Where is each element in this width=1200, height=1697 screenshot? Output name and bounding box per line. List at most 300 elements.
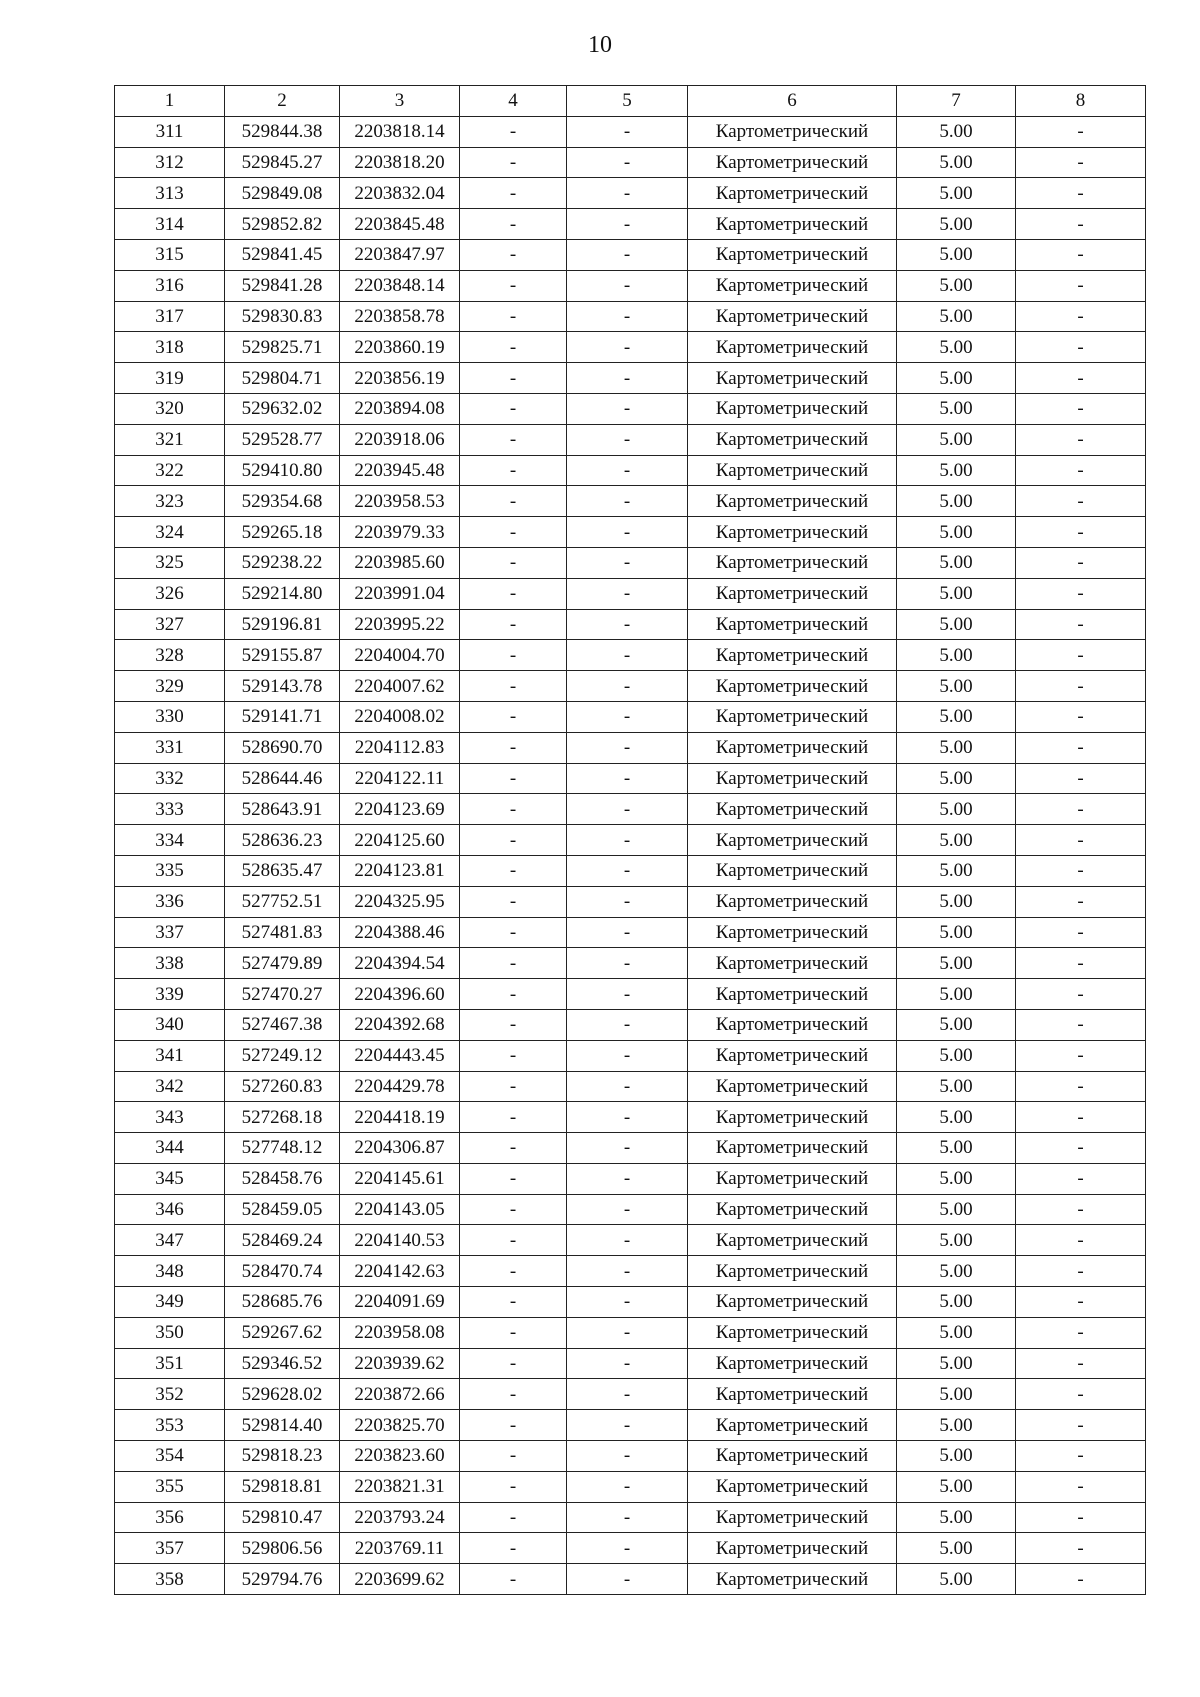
column-8-cell: -	[1016, 1256, 1146, 1287]
column-4-cell: -	[460, 1471, 567, 1502]
table-row	[115, 178, 1146, 209]
column-5-cell: -	[567, 825, 688, 856]
point-number-cell: 355	[115, 1471, 225, 1502]
table-row	[115, 209, 1146, 240]
accuracy-cell: 5.00	[897, 1225, 1016, 1256]
method-cell: Картометрический	[688, 701, 897, 732]
table-row	[115, 239, 1146, 270]
column-5-cell: -	[567, 763, 688, 794]
y-coordinate-cell: 2204143.05	[340, 1194, 460, 1225]
point-number-cell: 324	[115, 517, 225, 548]
y-coordinate-cell: 2204008.02	[340, 701, 460, 732]
column-4-cell: -	[460, 671, 567, 702]
method-cell: Картометрический	[688, 517, 897, 548]
accuracy-cell: 5.00	[897, 794, 1016, 825]
column-8-cell: -	[1016, 1348, 1146, 1379]
point-number-cell: 349	[115, 1287, 225, 1318]
x-coordinate-cell: 529238.22	[225, 547, 340, 578]
method-cell: Картометрический	[688, 1533, 897, 1564]
y-coordinate-cell: 2204418.19	[340, 1102, 460, 1133]
y-coordinate-cell: 2204091.69	[340, 1287, 460, 1318]
column-8-cell: -	[1016, 301, 1146, 332]
x-coordinate-cell: 528636.23	[225, 825, 340, 856]
column-5-cell: -	[567, 1102, 688, 1133]
point-number-cell: 336	[115, 886, 225, 917]
page-number: 10	[588, 32, 612, 58]
x-coordinate-cell: 529825.71	[225, 332, 340, 363]
accuracy-cell: 5.00	[897, 239, 1016, 270]
column-8-cell: -	[1016, 1441, 1146, 1472]
method-cell: Картометрический	[688, 1441, 897, 1472]
point-number-cell: 337	[115, 917, 225, 948]
column-8-cell: -	[1016, 209, 1146, 240]
y-coordinate-cell: 2204007.62	[340, 671, 460, 702]
method-cell: Картометрический	[688, 578, 897, 609]
accuracy-cell: 5.00	[897, 640, 1016, 671]
column-5-cell: -	[567, 116, 688, 147]
point-number-cell: 358	[115, 1564, 225, 1595]
column-4-cell: -	[460, 578, 567, 609]
column-8-cell: -	[1016, 455, 1146, 486]
column-5-cell: -	[567, 609, 688, 640]
y-coordinate-cell: 2204122.11	[340, 763, 460, 794]
method-cell: Картометрический	[688, 917, 897, 948]
y-coordinate-cell: 2203858.78	[340, 301, 460, 332]
column-4-cell: -	[460, 855, 567, 886]
accuracy-cell: 5.00	[897, 301, 1016, 332]
accuracy-cell: 5.00	[897, 1471, 1016, 1502]
column-8-cell: -	[1016, 948, 1146, 979]
table-row	[115, 1441, 1146, 1472]
column-5-cell: -	[567, 455, 688, 486]
point-number-cell: 331	[115, 732, 225, 763]
column-8-cell: -	[1016, 794, 1146, 825]
x-coordinate-cell: 527249.12	[225, 1040, 340, 1071]
table-row	[115, 1102, 1146, 1133]
table-row	[115, 147, 1146, 178]
accuracy-cell: 5.00	[897, 547, 1016, 578]
accuracy-cell: 5.00	[897, 393, 1016, 424]
point-number-cell: 338	[115, 948, 225, 979]
x-coordinate-cell: 527481.83	[225, 917, 340, 948]
accuracy-cell: 5.00	[897, 1348, 1016, 1379]
column-8-cell: -	[1016, 732, 1146, 763]
column-4-cell: -	[460, 424, 567, 455]
method-cell: Картометрический	[688, 1102, 897, 1133]
point-number-cell: 352	[115, 1379, 225, 1410]
column-5-cell: -	[567, 1410, 688, 1441]
column-4-cell: -	[460, 209, 567, 240]
column-5-cell: -	[567, 886, 688, 917]
y-coordinate-cell: 2204325.95	[340, 886, 460, 917]
point-number-cell: 320	[115, 393, 225, 424]
y-coordinate-cell: 2203985.60	[340, 547, 460, 578]
column-4-cell: -	[460, 363, 567, 394]
column-4-cell: -	[460, 1225, 567, 1256]
x-coordinate-cell: 529852.82	[225, 209, 340, 240]
column-5-cell: -	[567, 1163, 688, 1194]
table-row	[115, 1317, 1146, 1348]
column-4-cell: -	[460, 1348, 567, 1379]
column-4-cell: -	[460, 701, 567, 732]
method-cell: Картометрический	[688, 1471, 897, 1502]
column-5-cell: -	[567, 794, 688, 825]
table-row	[115, 701, 1146, 732]
point-number-cell: 342	[115, 1071, 225, 1102]
point-number-cell: 346	[115, 1194, 225, 1225]
method-cell: Картометрический	[688, 1009, 897, 1040]
column-header: 1	[115, 86, 225, 117]
table-row	[115, 455, 1146, 486]
column-5-cell: -	[567, 701, 688, 732]
method-cell: Картометрический	[688, 1410, 897, 1441]
point-number-cell: 327	[115, 609, 225, 640]
x-coordinate-cell: 529844.38	[225, 116, 340, 147]
column-4-cell: -	[460, 763, 567, 794]
column-4-cell: -	[460, 393, 567, 424]
method-cell: Картометрический	[688, 763, 897, 794]
column-8-cell: -	[1016, 1040, 1146, 1071]
point-number-cell: 339	[115, 979, 225, 1010]
column-4-cell: -	[460, 1009, 567, 1040]
y-coordinate-cell: 2204392.68	[340, 1009, 460, 1040]
accuracy-cell: 5.00	[897, 1133, 1016, 1164]
column-4-cell: -	[460, 979, 567, 1010]
x-coordinate-cell: 528469.24	[225, 1225, 340, 1256]
column-8-cell: -	[1016, 270, 1146, 301]
column-4-cell: -	[460, 948, 567, 979]
column-8-cell: -	[1016, 1163, 1146, 1194]
accuracy-cell: 5.00	[897, 578, 1016, 609]
y-coordinate-cell: 2204004.70	[340, 640, 460, 671]
column-5-cell: -	[567, 1009, 688, 1040]
accuracy-cell: 5.00	[897, 1009, 1016, 1040]
y-coordinate-cell: 2203991.04	[340, 578, 460, 609]
column-5-cell: -	[567, 517, 688, 548]
method-cell: Картометрический	[688, 116, 897, 147]
y-coordinate-cell: 2204388.46	[340, 917, 460, 948]
method-cell: Картометрический	[688, 147, 897, 178]
x-coordinate-cell: 529528.77	[225, 424, 340, 455]
column-5-cell: -	[567, 547, 688, 578]
column-4-cell: -	[460, 332, 567, 363]
table-row	[115, 301, 1146, 332]
x-coordinate-cell: 529628.02	[225, 1379, 340, 1410]
y-coordinate-cell: 2203860.19	[340, 332, 460, 363]
column-5-cell: -	[567, 1071, 688, 1102]
table-row	[115, 1071, 1146, 1102]
method-cell: Картометрический	[688, 178, 897, 209]
column-4-cell: -	[460, 1133, 567, 1164]
table-row	[115, 270, 1146, 301]
method-cell: Картометрический	[688, 270, 897, 301]
column-5-cell: -	[567, 424, 688, 455]
column-5-cell: -	[567, 1379, 688, 1410]
accuracy-cell: 5.00	[897, 1441, 1016, 1472]
accuracy-cell: 5.00	[897, 732, 1016, 763]
accuracy-cell: 5.00	[897, 1317, 1016, 1348]
accuracy-cell: 5.00	[897, 332, 1016, 363]
column-8-cell: -	[1016, 1564, 1146, 1595]
x-coordinate-cell: 529841.28	[225, 270, 340, 301]
column-4-cell: -	[460, 1379, 567, 1410]
column-8-cell: -	[1016, 917, 1146, 948]
method-cell: Картометрический	[688, 794, 897, 825]
point-number-cell: 354	[115, 1441, 225, 1472]
point-number-cell: 322	[115, 455, 225, 486]
point-number-cell: 348	[115, 1256, 225, 1287]
x-coordinate-cell: 529804.71	[225, 363, 340, 394]
column-header: 5	[567, 86, 688, 117]
x-coordinate-cell: 529818.81	[225, 1471, 340, 1502]
method-cell: Картометрический	[688, 1163, 897, 1194]
column-4-cell: -	[460, 270, 567, 301]
accuracy-cell: 5.00	[897, 517, 1016, 548]
accuracy-cell: 5.00	[897, 1163, 1016, 1194]
y-coordinate-cell: 2203823.60	[340, 1441, 460, 1472]
method-cell: Картометрический	[688, 671, 897, 702]
column-5-cell: -	[567, 1348, 688, 1379]
point-number-cell: 311	[115, 116, 225, 147]
accuracy-cell: 5.00	[897, 270, 1016, 301]
y-coordinate-cell: 2204443.45	[340, 1040, 460, 1071]
accuracy-cell: 5.00	[897, 948, 1016, 979]
point-number-cell: 345	[115, 1163, 225, 1194]
column-4-cell: -	[460, 1564, 567, 1595]
accuracy-cell: 5.00	[897, 671, 1016, 702]
accuracy-cell: 5.00	[897, 1256, 1016, 1287]
column-5-cell: -	[567, 178, 688, 209]
x-coordinate-cell: 529410.80	[225, 455, 340, 486]
table-row	[115, 1533, 1146, 1564]
accuracy-cell: 5.00	[897, 1040, 1016, 1071]
y-coordinate-cell: 2203995.22	[340, 609, 460, 640]
method-cell: Картометрический	[688, 486, 897, 517]
point-number-cell: 351	[115, 1348, 225, 1379]
column-4-cell: -	[460, 517, 567, 548]
column-4-cell: -	[460, 825, 567, 856]
x-coordinate-cell: 528685.76	[225, 1287, 340, 1318]
method-cell: Картометрический	[688, 1071, 897, 1102]
method-cell: Картометрический	[688, 1317, 897, 1348]
column-5-cell: -	[567, 209, 688, 240]
column-4-cell: -	[460, 1441, 567, 1472]
column-4-cell: -	[460, 239, 567, 270]
table-row	[115, 1379, 1146, 1410]
method-cell: Картометрический	[688, 1502, 897, 1533]
x-coordinate-cell: 527260.83	[225, 1071, 340, 1102]
y-coordinate-cell: 2204394.54	[340, 948, 460, 979]
method-cell: Картометрический	[688, 424, 897, 455]
column-5-cell: -	[567, 270, 688, 301]
column-5-cell: -	[567, 147, 688, 178]
column-5-cell: -	[567, 1225, 688, 1256]
table-row	[115, 763, 1146, 794]
x-coordinate-cell: 528644.46	[225, 763, 340, 794]
column-8-cell: -	[1016, 671, 1146, 702]
accuracy-cell: 5.00	[897, 1533, 1016, 1564]
column-8-cell: -	[1016, 1379, 1146, 1410]
y-coordinate-cell: 2204306.87	[340, 1133, 460, 1164]
table-row	[115, 979, 1146, 1010]
x-coordinate-cell: 527268.18	[225, 1102, 340, 1133]
column-4-cell: -	[460, 455, 567, 486]
accuracy-cell: 5.00	[897, 116, 1016, 147]
accuracy-cell: 5.00	[897, 917, 1016, 948]
column-5-cell: -	[567, 1256, 688, 1287]
point-number-cell: 315	[115, 239, 225, 270]
column-8-cell: -	[1016, 1317, 1146, 1348]
column-8-cell: -	[1016, 147, 1146, 178]
table-row	[115, 948, 1146, 979]
column-header: 2	[225, 86, 340, 117]
column-8-cell: -	[1016, 825, 1146, 856]
table-row	[115, 732, 1146, 763]
accuracy-cell: 5.00	[897, 763, 1016, 794]
x-coordinate-cell: 529143.78	[225, 671, 340, 702]
table-row	[115, 671, 1146, 702]
column-8-cell: -	[1016, 640, 1146, 671]
table-row	[115, 1163, 1146, 1194]
table-row	[115, 578, 1146, 609]
column-4-cell: -	[460, 147, 567, 178]
accuracy-cell: 5.00	[897, 886, 1016, 917]
column-8-cell: -	[1016, 1102, 1146, 1133]
table-row	[115, 1040, 1146, 1071]
column-8-cell: -	[1016, 1502, 1146, 1533]
column-5-cell: -	[567, 1471, 688, 1502]
method-cell: Картометрический	[688, 1379, 897, 1410]
method-cell: Картометрический	[688, 732, 897, 763]
x-coordinate-cell: 529267.62	[225, 1317, 340, 1348]
column-5-cell: -	[567, 640, 688, 671]
column-4-cell: -	[460, 486, 567, 517]
point-number-cell: 353	[115, 1410, 225, 1441]
y-coordinate-cell: 2204140.53	[340, 1225, 460, 1256]
table-row	[115, 393, 1146, 424]
y-coordinate-cell: 2203793.24	[340, 1502, 460, 1533]
accuracy-cell: 5.00	[897, 1102, 1016, 1133]
table-row	[115, 794, 1146, 825]
table-row	[115, 1471, 1146, 1502]
method-cell: Картометрический	[688, 1564, 897, 1595]
column-8-cell: -	[1016, 116, 1146, 147]
column-8-cell: -	[1016, 1009, 1146, 1040]
column-8-cell: -	[1016, 363, 1146, 394]
x-coordinate-cell: 529794.76	[225, 1564, 340, 1595]
column-8-cell: -	[1016, 578, 1146, 609]
table-row	[115, 1133, 1146, 1164]
x-coordinate-cell: 529214.80	[225, 578, 340, 609]
column-4-cell: -	[460, 1040, 567, 1071]
accuracy-cell: 5.00	[897, 1071, 1016, 1102]
method-cell: Картометрический	[688, 1225, 897, 1256]
y-coordinate-cell: 2203856.19	[340, 363, 460, 394]
method-cell: Картометрический	[688, 640, 897, 671]
table-row	[115, 825, 1146, 856]
y-coordinate-cell: 2203769.11	[340, 1533, 460, 1564]
accuracy-cell: 5.00	[897, 486, 1016, 517]
column-4-cell: -	[460, 1287, 567, 1318]
method-cell: Картометрический	[688, 363, 897, 394]
column-8-cell: -	[1016, 393, 1146, 424]
x-coordinate-cell: 529806.56	[225, 1533, 340, 1564]
column-5-cell: -	[567, 1533, 688, 1564]
column-5-cell: -	[567, 239, 688, 270]
point-number-cell: 340	[115, 1009, 225, 1040]
table-row	[115, 424, 1146, 455]
x-coordinate-cell: 529845.27	[225, 147, 340, 178]
y-coordinate-cell: 2204396.60	[340, 979, 460, 1010]
column-5-cell: -	[567, 1502, 688, 1533]
coordinates-table	[114, 85, 1146, 1595]
x-coordinate-cell: 527752.51	[225, 886, 340, 917]
y-coordinate-cell: 2203699.62	[340, 1564, 460, 1595]
y-coordinate-cell: 2203848.14	[340, 270, 460, 301]
y-coordinate-cell: 2203818.20	[340, 147, 460, 178]
y-coordinate-cell: 2203825.70	[340, 1410, 460, 1441]
accuracy-cell: 5.00	[897, 1564, 1016, 1595]
column-5-cell: -	[567, 1133, 688, 1164]
column-8-cell: -	[1016, 763, 1146, 794]
column-header: 7	[897, 86, 1016, 117]
column-8-cell: -	[1016, 239, 1146, 270]
column-5-cell: -	[567, 1564, 688, 1595]
column-4-cell: -	[460, 1102, 567, 1133]
accuracy-cell: 5.00	[897, 701, 1016, 732]
y-coordinate-cell: 2204142.63	[340, 1256, 460, 1287]
column-4-cell: -	[460, 1410, 567, 1441]
column-5-cell: -	[567, 732, 688, 763]
column-4-cell: -	[460, 547, 567, 578]
column-header: 4	[460, 86, 567, 117]
point-number-cell: 350	[115, 1317, 225, 1348]
column-8-cell: -	[1016, 547, 1146, 578]
column-5-cell: -	[567, 301, 688, 332]
column-8-cell: -	[1016, 486, 1146, 517]
point-number-cell: 334	[115, 825, 225, 856]
table-row	[115, 1410, 1146, 1441]
point-number-cell: 323	[115, 486, 225, 517]
column-8-cell: -	[1016, 1410, 1146, 1441]
column-8-cell: -	[1016, 178, 1146, 209]
x-coordinate-cell: 528690.70	[225, 732, 340, 763]
y-coordinate-cell: 2204112.83	[340, 732, 460, 763]
point-number-cell: 357	[115, 1533, 225, 1564]
x-coordinate-cell: 529196.81	[225, 609, 340, 640]
x-coordinate-cell: 527470.27	[225, 979, 340, 1010]
point-number-cell: 328	[115, 640, 225, 671]
y-coordinate-cell: 2203872.66	[340, 1379, 460, 1410]
x-coordinate-cell: 528458.76	[225, 1163, 340, 1194]
x-coordinate-cell: 528643.91	[225, 794, 340, 825]
x-coordinate-cell: 529155.87	[225, 640, 340, 671]
table-body	[115, 116, 1146, 1594]
method-cell: Картометрический	[688, 609, 897, 640]
accuracy-cell: 5.00	[897, 1287, 1016, 1318]
column-8-cell: -	[1016, 979, 1146, 1010]
point-number-cell: 321	[115, 424, 225, 455]
column-4-cell: -	[460, 116, 567, 147]
column-5-cell: -	[567, 979, 688, 1010]
column-5-cell: -	[567, 1441, 688, 1472]
y-coordinate-cell: 2203939.62	[340, 1348, 460, 1379]
method-cell: Картометрический	[688, 547, 897, 578]
column-4-cell: -	[460, 794, 567, 825]
y-coordinate-cell: 2204429.78	[340, 1071, 460, 1102]
column-8-cell: -	[1016, 1287, 1146, 1318]
method-cell: Картометрический	[688, 209, 897, 240]
